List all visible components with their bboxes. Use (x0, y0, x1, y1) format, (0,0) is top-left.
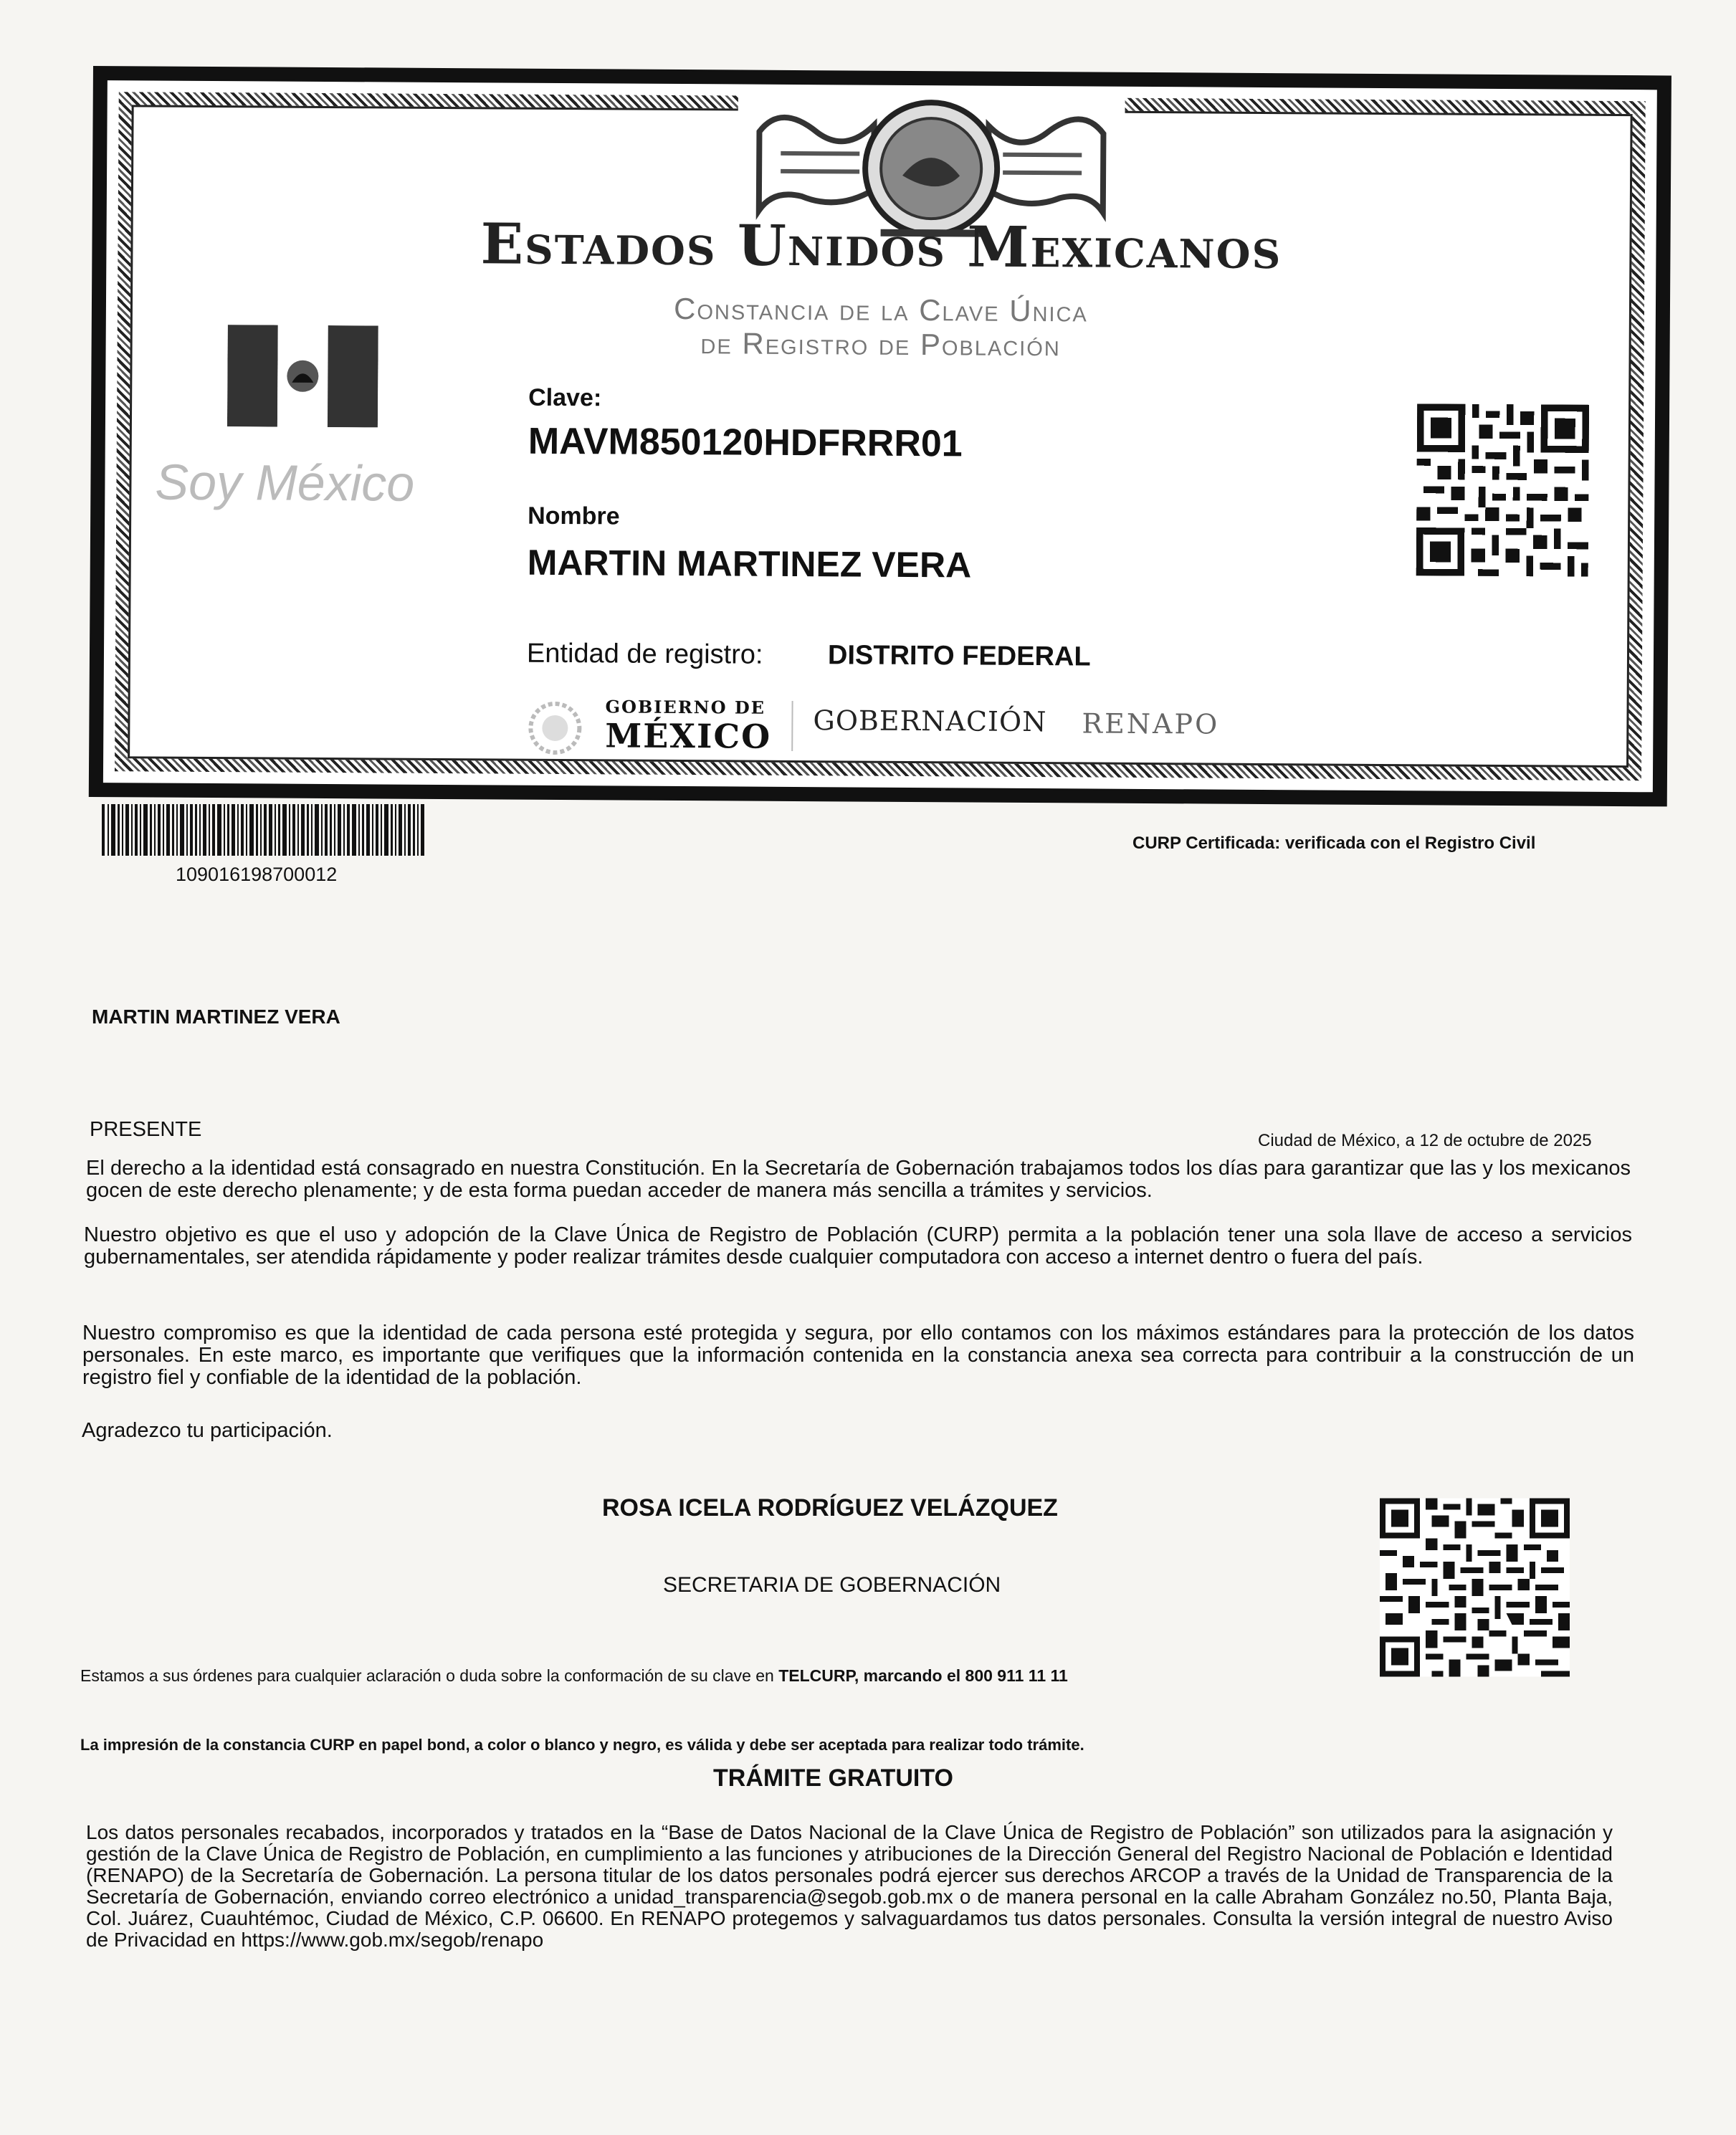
telcurp-phone: TELCURP, marcando el 800 911 11 11 (778, 1666, 1068, 1685)
qr-code-icon (1416, 403, 1589, 576)
logo-divider (791, 701, 793, 751)
thanks-text: Agradezco tu participación. (82, 1419, 333, 1442)
privacy-notice: Los datos personales recabados, incorporados y tratados en la “Base de Datos Nacional de la Clave Única de Registro de Población” son utilizados para la asignación y gestión de la Clave Única de Registro de Población, en cumplimiento a las funciones y atribuciones de la Dirección General del Registro Nacional de Población e Identidad (RENAPO) de la Secretaría de Gobernación. La persona titular de los datos personales podrá ejercer sus derechos ARCOP a través de la Unidad de Transparencia de la Secretaría de Gobernación, enviando correo electrónico a unidad_transparencia@segob.gob.mx o de manera personal en la calle Abraham González no.50, Planta Baja, Col. Juárez, Cuauhtémoc, Ciudad de México, C.P. 06600. En RENAPO protegemos y salvaguardamos tus datos personales. Consulta la versión integral de nuestro Aviso de Privacidad en https://www.gob.mx/segob/renapo (86, 1821, 1613, 1951)
document-title: Estados Unidos Mexicanos (480, 211, 1282, 282)
mexican-flag-icon (227, 325, 378, 427)
paragraph-commitment: Nuestro compromiso es que la identidad de cada persona esté protegida y segura, por ello contamos con los máximos estándares para la protección de los datos personales. En este marco, es importante que verifiques que la información contenida en la constancia anexa sea correcta para contribuir a la construcción de un registro fiel y confiable de la identidad de la población. (82, 1322, 1634, 1389)
nombre-label: Nombre (528, 502, 620, 530)
gobierno-de-text: GOBIERNO DE (605, 696, 766, 718)
curp-certificate (89, 66, 1671, 806)
gobernacion-logo: GOBERNACIÓN (813, 704, 1047, 738)
certified-note: CURP Certificada: verificada con el Registro Civil (1132, 834, 1536, 853)
telcurp-text: Estamos a sus órdenes para cualquier aclaración o duda sobre la conformación de su clave en (80, 1666, 774, 1685)
document-subtitle-2: de Registro de Población (700, 326, 1061, 363)
clave-value: MAVM850120HDFRRR01 (528, 420, 963, 465)
paragraph-objective: Nuestro objetivo es que el uso y adopción de la Clave Única de Registro de Población (CURP) permita a la población tener una sola llave de acceso a servicios gubernamentales, ser atendida rápidamente y poder realizar trámites desde cualquier computadora con acceso a internet dentro o fuera del país. (84, 1223, 1632, 1269)
paragraph-identity: El derecho a la identidad está consagrado en nuestra Constitución. En la Secretaría de Gobernación trabajamos todos los días para garantizar que las y los mexicanos gocen de este derecho plenamente; y de esta forma puedan acceder de manera más sencilla a trámites y servicios. (86, 1157, 1631, 1202)
soy-mexico-logo: Soy México (155, 454, 415, 512)
qr-code-signature-icon (1380, 1498, 1570, 1677)
telcurp-line (80, 1666, 1068, 1686)
entidad-value: DISTRITO FEDERAL (827, 640, 1091, 672)
institution-logos (526, 696, 1315, 765)
validity-note: La impresión de la constancia CURP en papel bond, a color o blanco y negro, es válida y debe ser aceptada para realizar todo trámite. (80, 1736, 1084, 1754)
barcode-icon (102, 804, 424, 856)
nombre-value: MARTIN MARTINEZ VERA (527, 542, 972, 586)
gobierno-shield-icon (526, 699, 583, 757)
letter-recipient: MARTIN MARTINEZ VERA (92, 1006, 340, 1028)
document-subtitle-1: Constancia de la Clave Única (673, 291, 1088, 328)
presente-text: PRESENTE (90, 1118, 202, 1141)
barcode-number: 109016198700012 (176, 864, 338, 885)
entidad-label: Entidad de registro: (526, 638, 763, 670)
tramite-gratuito: TRÁMITE GRATUITO (713, 1764, 953, 1792)
place-date: Ciudad de México, a 12 de octubre de 2025 (1258, 1131, 1592, 1150)
mexico-text: MÉXICO (605, 716, 772, 756)
renapo-logo: RENAPO (1082, 707, 1220, 740)
clave-label: Clave: (528, 383, 602, 412)
signer-title: SECRETARIA DE GOBERNACIÓN (663, 1573, 1001, 1597)
signer-name: ROSA ICELA RODRÍGUEZ VELÁZQUEZ (602, 1494, 1058, 1522)
